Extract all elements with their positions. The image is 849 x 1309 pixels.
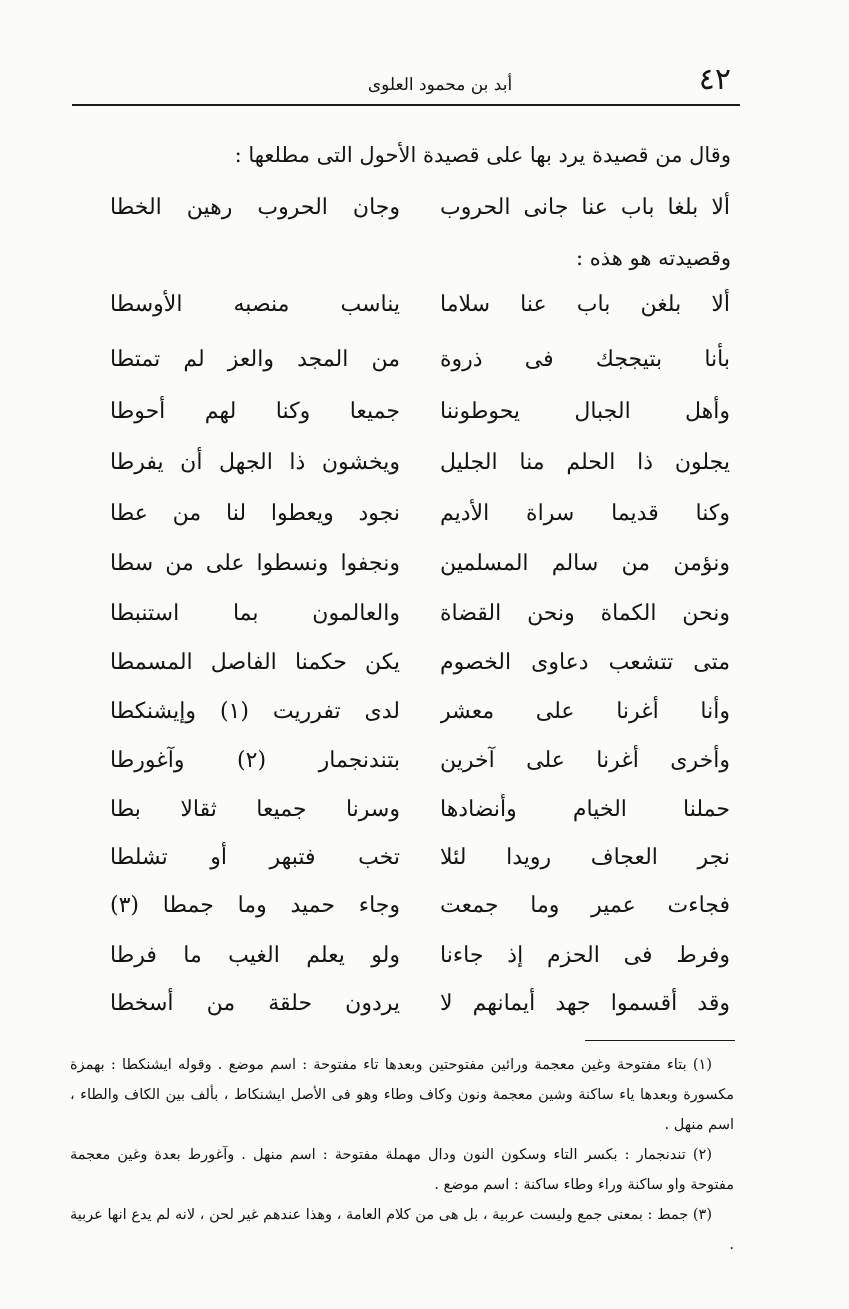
second-hemistich: يردون حلقة من أسخطا	[110, 991, 400, 1016]
first-hemistich: حملنا الخيام وأنضادها	[440, 797, 730, 822]
verse-line	[110, 285, 730, 325]
second-hemistich: والعالمون بما استنبطا	[110, 601, 400, 626]
quoted-verse	[110, 188, 730, 228]
footnote-rule	[585, 1040, 735, 1041]
intro-line-2: وقصيدته هو هذه :	[576, 246, 731, 270]
header-rule	[72, 104, 740, 106]
verse-line	[110, 838, 730, 878]
verse-line	[110, 936, 730, 976]
quoted-verse-first-hemistich: ألا بلغا باب عنا جانى الحروب	[440, 195, 730, 220]
second-hemistich: يناسب منصبه الأوسطا	[110, 292, 400, 317]
verse-line	[110, 494, 730, 534]
second-hemistich: ولو يعلم الغيب ما فرطا	[110, 943, 400, 968]
first-hemistich: وأهل الجبال يحوطوننا	[440, 399, 730, 424]
first-hemistich: فجاءت عمير وما جمعت	[440, 893, 730, 918]
first-hemistich: ونؤمن من سالم المسلمين	[440, 551, 730, 576]
verse-line	[110, 790, 730, 830]
first-hemistich: وفرط فى الحزم إذ جاءنا	[440, 943, 730, 968]
second-hemistich: وجاء حميد وما جمطا (٣)	[110, 893, 400, 918]
footnote-1: (١) بتاء مفتوحة وغين معجمة ورائين مفتوحتين وبعدها تاء مفتوحة : اسم موضع . وقوله ايشنكطا : بهمزة مكسورة وبعدها ياء ساكنة وشين معجمة ونون وكاف وطاء وهو فى الأصل ايشنكاط ، بألف بين الكاف والطاء ، اسم منهل .	[70, 1057, 734, 1133]
footnotes	[70, 1050, 734, 1260]
first-hemistich: ونحن الكماة ونحن القضاة	[440, 601, 730, 626]
quoted-verse-second-hemistich: وجان الحروب رهين الخطا	[110, 195, 400, 220]
verse-line	[110, 643, 730, 683]
footnote-2: (٢) تندنجمار : بكسر التاء وسكون النون ودال مهملة مفتوحة : اسم منهل . وآغورط بعدة وغين معجمة مفتوحة واو ساكنة وراء وطاء ساكنة : اسم موضع .	[70, 1147, 734, 1193]
verse-line	[110, 392, 730, 432]
second-hemistich: ونجفوا ونسطوا على من سطا	[110, 551, 400, 576]
verse-line	[110, 984, 730, 1024]
running-header: أبد بن محمود العلوى	[367, 75, 513, 95]
second-hemistich: جميعا وكنا لهم أحوطا	[110, 399, 400, 424]
first-hemistich: يجلون ذا الحلم منا الجليل	[440, 450, 730, 475]
first-hemistich: وأخرى أغرنا على آخرين	[440, 748, 730, 773]
verse-line	[110, 886, 730, 926]
first-hemistich: وكنا قديما سراة الأديم	[440, 501, 730, 526]
footnote-3: (٣) جمط : بمعنى جمع وليست عربية ، بل هى من كلام العامة ، وهذا عندهم غير لحن ، لانه لم يدع انها عربية .	[70, 1207, 734, 1253]
second-hemistich: ويخشون ذا الجهل أن يفرطا	[110, 450, 400, 475]
verse-line	[110, 692, 730, 732]
verse-line	[110, 741, 730, 781]
verse-line	[110, 340, 730, 380]
second-hemistich: يكن حكمنا الفاصل المسمطا	[110, 650, 400, 675]
verse-line	[110, 443, 730, 483]
first-hemistich: ألا بلغن باب عنا سلاما	[440, 292, 730, 317]
second-hemistich: لدى تفرريت (١) وإيشنكطا	[110, 699, 400, 724]
second-hemistich: بتندنجمار (٢) وآغورطا	[110, 748, 400, 773]
intro-line: وقال من قصيدة يرد بها على قصيدة الأحول التى مطلعها :	[234, 143, 731, 167]
first-hemistich: متى تتشعب دعاوى الخصوم	[440, 650, 730, 675]
first-hemistich: وأنا أغرنا على معشر	[440, 699, 730, 724]
second-hemistich: تخب فتبهر أو تشلطا	[110, 845, 400, 870]
page-number: ٤٢	[698, 62, 731, 97]
verse-line	[110, 594, 730, 634]
second-hemistich: نجود ويعطوا لنا من عطا	[110, 501, 400, 526]
first-hemistich: بأنا بتيججك فى ذروة	[440, 347, 730, 372]
second-hemistich: وسرنا جميعا ثقالا بطا	[110, 797, 400, 822]
verse-line	[110, 544, 730, 584]
first-hemistich: وقد أقسموا جهد أيمانهم لا	[440, 991, 730, 1016]
first-hemistich: نجر العجاف رويدا لئلا	[440, 845, 730, 870]
second-hemistich: من المجد والعز لم تمتطا	[110, 347, 400, 372]
